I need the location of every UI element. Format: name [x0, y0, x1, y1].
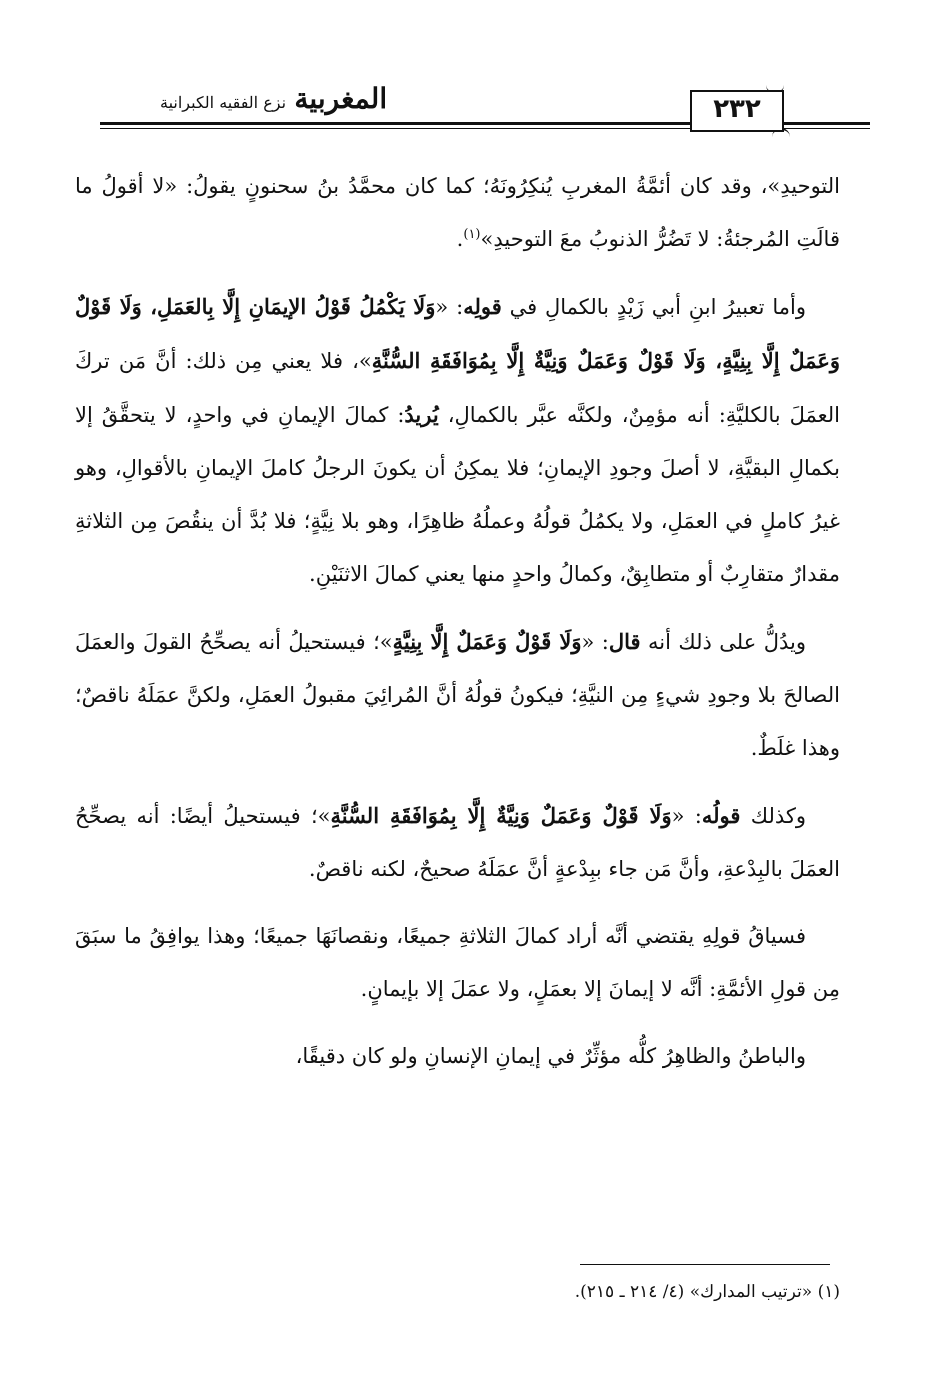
page-number-box — [690, 90, 784, 132]
text-run: ويدُلُّ على ذلك أنه — [640, 630, 806, 654]
book-title-main: المغربية — [294, 82, 388, 115]
paragraph — [75, 789, 840, 896]
text-run: وأما تعبيرُ ابنِ أبي زَيْدٍ بالكمالِ في — [501, 295, 806, 319]
text-run: : « — [581, 630, 609, 654]
text-run: . — [456, 227, 464, 251]
paragraph — [75, 280, 840, 601]
footnote-ref: (١) — [463, 227, 481, 242]
book-title-sub: نزع الفقيه الكبرانية — [160, 93, 287, 112]
text-run: فسياقُ قولِهِ يقتضي أنَّه أراد كمالَ الثلاثةِ جميعًا، ونقصانَهَا جميعًا؛ وهذا يوافِقُ ما سبَقَ مِن قولِ الأئمَّةِ: أنَّه لا إيمانَ إلا بعمَلٍ، ولا عمَلَ إلا بإيمانٍ. — [75, 924, 840, 1001]
text-run: : « — [671, 804, 702, 828]
quoted-text: قولُه — [701, 803, 741, 828]
text-run: »؛ فيستحيلُ أيضًا: أنه يصحِّحُ العمَلَ بالبِدْعةِ، وأنَّ مَن جاء ببِدْعةٍ أنَّ عمَلَهُ صحيحٌ، لكنه ناقصٌ. — [75, 804, 840, 881]
text-run: »، فلا يعني مِن ذلك: أنَّ مَن تركَ العمَلَ بالكليَّةِ: أنه مؤمِنٌ، ولكنَّه عبَّر بالكمالِ، — [75, 349, 840, 427]
text-run: : كمالَ الإيمانِ في واحدٍ، لا يتحقَّقُ إلا بكمالِ البقيَّةِ، لا أصلَ وجودِ الإيمانِ؛ فلا يمكِنُ أن يكونَ الرجلُ كاملَ الإيمانِ بالأقوالِ، وهو غيرُ كاملٍ في العمَلِ، ولا يكمُلُ قولُهُ وعملُهُ ظاهِرًا، وهو بلا نِيَّةٍ؛ فلا بُدَّ أن ينقُصَ مِن الثلاثةِ مقدارٌ متقارِبٌ أو متطابِقٌ، وكمالُ واحدٍ منها يعني كمالَ الاثنَيْنِ. — [75, 403, 840, 586]
page-header — [60, 72, 870, 134]
footnote: (١) «ترتيب المدارك» (٤/ ٢١٤ ـ ٢١٥). — [574, 1282, 840, 1302]
paragraph — [75, 910, 840, 1016]
text-run: : « — [435, 295, 464, 319]
quoted-text: وَلَا قَوْلٌ وَعَمَلٌ إِلَّا بِنِيَّةٍ — [392, 629, 582, 654]
paragraph — [75, 1030, 840, 1083]
quoted-text: قولِه — [463, 294, 502, 319]
text-run: التوحيدِ»، وقد كان أئمَّةُ المغربِ يُنكِرُونَهُ؛ كما كان محمَّدُ بنُ سحنونٍ يقولُ: «لا أقولُ ما قالَتِ المُرجئةُ: لا تَضُرُّ الذنوبُ معَ التوحيدِ» — [75, 174, 840, 251]
text-run: والباطنُ والظاهِرُ كلُّه مؤثِّرٌ في إيمانِ الإنسانِ ولو كان دقيقًا، — [295, 1044, 806, 1068]
text-run: »؛ فيستحيلُ أنه يصحِّحُ القولَ والعمَلَ الصالحَ بلا وجودِ شيءٍ مِن النيَّةِ؛ فيكونُ قولُهُ أنَّ المُرائِيَ مقبولُ العمَلِ، ولكنَّ عمَلَهُ ناقصٌ؛ وهذا غلَطٌ. — [75, 630, 840, 760]
footnote-separator — [580, 1264, 830, 1265]
paragraph — [75, 615, 840, 775]
quoted-text: يُريدُ — [404, 402, 439, 427]
paragraph — [75, 160, 840, 266]
quoted-text: قال — [608, 629, 641, 654]
page-number: ٢٣٢ — [713, 94, 761, 124]
text-run: وكذلك — [740, 804, 807, 828]
book-title — [160, 82, 387, 115]
quoted-text: وَلَا قَوْلٌ وَعَمَلٌ وَنِيَّةٌ إِلَّا بِمُوَافَقَةِ السُّنَّةِ — [330, 803, 672, 828]
quoted-text: وَلَا يَكْمُلُ قَوْلُ الإيمَانِ إِلَّا بِالعَمَلِ، وَلَا قَوْلٌ وَعَمَلٌ إِلَّا بِنِيَّةٍ، وَلَا قَوْلٌ وَعَمَلٌ وَنِيَّةٌ إِلَّا بِمُوَافَقَةِ السُّنَّةِ — [75, 294, 840, 373]
body-text — [75, 160, 840, 1097]
